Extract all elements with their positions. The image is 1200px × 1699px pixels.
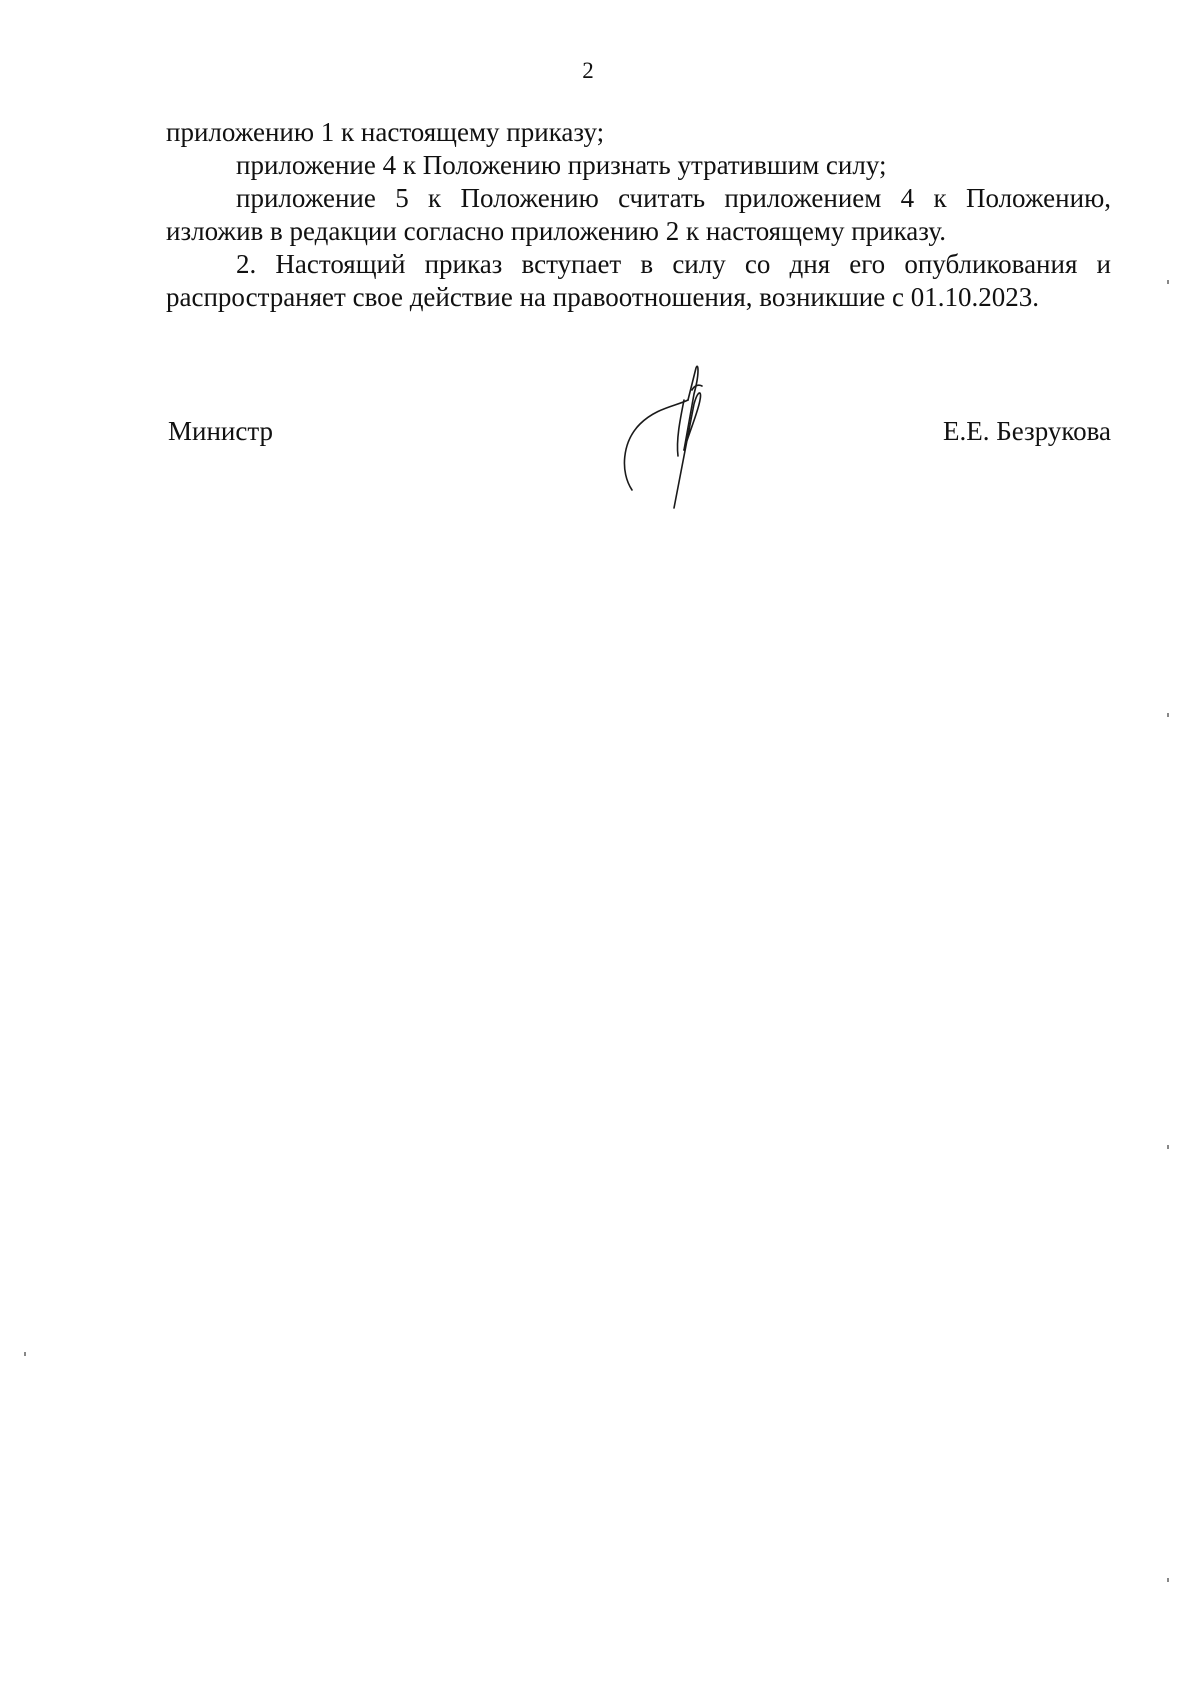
paragraph-effective-date: 2. Настоящий приказ вступает в силу со дня его опубликования и распространяет свое действие на правоотношения, возникшие с 01.10.2023.	[166, 249, 1111, 312]
paragraph-appendix-5: приложение 5 к Положению считать приложением 4 к Положению, изложив в редакции согласно приложению 2 к настоящему приказу.	[166, 183, 1111, 246]
signer-name: Е.Е. Безрукова	[943, 416, 1111, 446]
scan-artifact	[1167, 713, 1169, 717]
document-body	[166, 116, 1111, 314]
signer-title: Министр	[168, 416, 273, 446]
scan-artifact	[1167, 1578, 1169, 1582]
scan-artifact	[24, 1352, 26, 1356]
scan-artifact	[1167, 280, 1169, 284]
handwritten-signature-icon	[618, 360, 738, 520]
paragraph-appendix-4: приложение 4 к Положению признать утратившим силу;	[236, 150, 887, 180]
page-number: 2	[582, 58, 594, 83]
paragraph-continuation: приложению 1 к настоящему приказу;	[166, 117, 605, 147]
scan-artifact	[1167, 1145, 1169, 1149]
